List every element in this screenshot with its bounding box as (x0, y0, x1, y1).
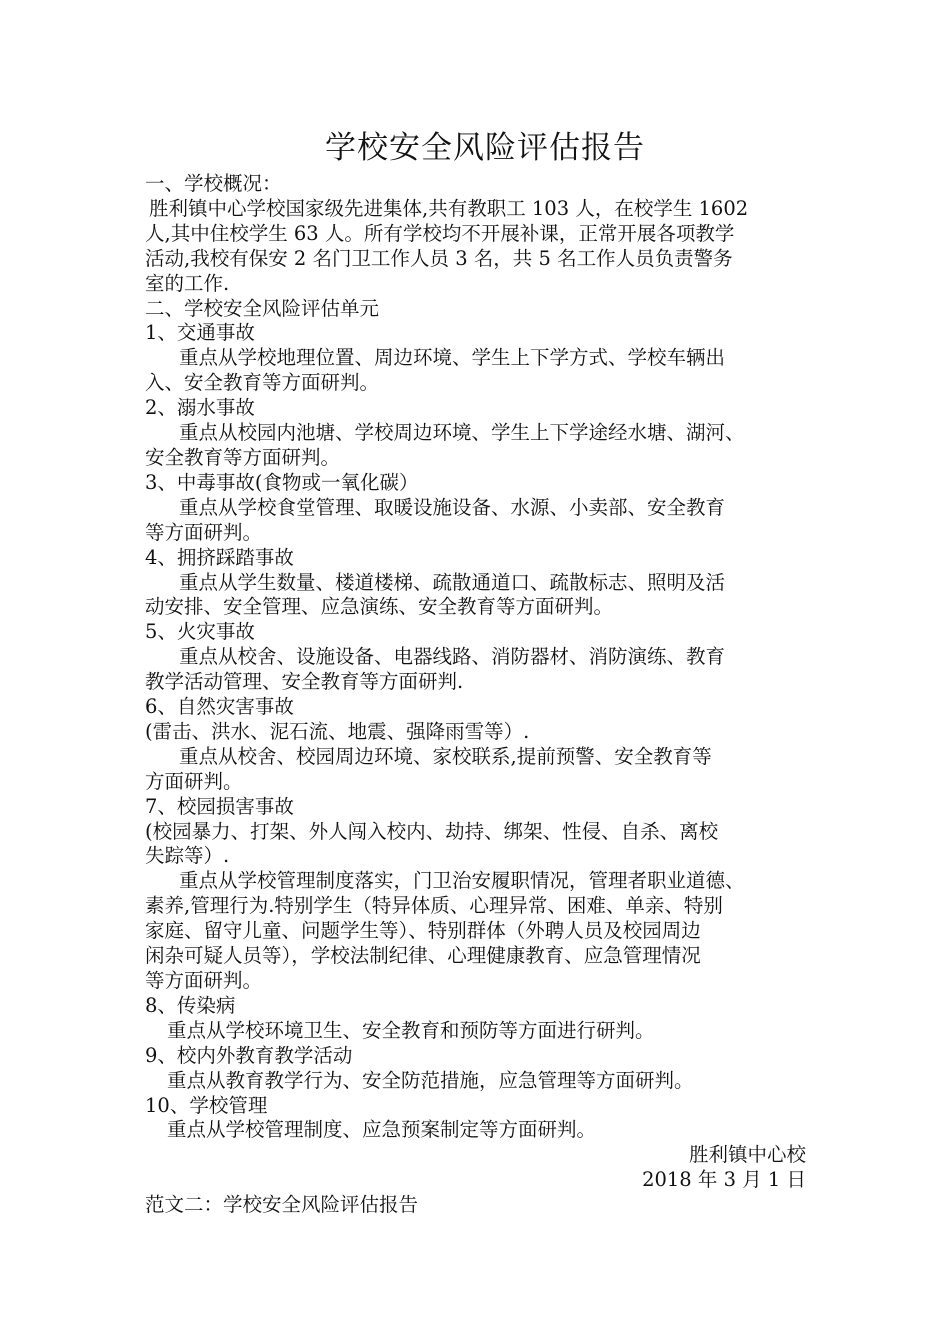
paragraph-line: 重点从学校地理位置、周边环境、学生上下学方式、学校车辆出 (179, 346, 726, 370)
item-heading: 2、溺水事故 (145, 396, 255, 420)
section-heading-overview: 一、学校概况： (145, 172, 282, 195)
paragraph-line: 闲杂可疑人员等），学校法制纪律、心理健康教育、应急管理情况 (145, 944, 701, 968)
next-article-heading: 范文二：学校安全风险评估报告 (145, 1193, 419, 1217)
section-heading-units: 二、学校安全风险评估单元 (145, 296, 380, 320)
paragraph-line: 安全教育等方面研判。 (145, 445, 341, 469)
item-heading: 8、传染病 (145, 993, 236, 1017)
item-heading: 6、自然灾害事故 (145, 695, 294, 719)
paragraph-line: 重点从教育教学行为、安全防范措施，应急管理等方面研判。 (167, 1068, 694, 1092)
item-heading: 5、火灾事故 (145, 620, 255, 644)
paragraph-line: 素养,管理行为.特别学生（特异体质、心理异常、困难、单亲、特别 (145, 894, 723, 918)
paragraph-line: 入、安全教育等方面研判。 (145, 371, 380, 395)
paragraph-line: 人,其中住校学生 63 人。所有学校均不开展补课，正常开展各项教学 (145, 221, 735, 245)
paragraph-line: 等方面研判。 (145, 969, 263, 992)
paragraph-line: 重点从学校管理制度、应急预案制定等方面研判。 (167, 1118, 597, 1142)
document-page (145, 128, 825, 1218)
item-heading: 7、校园损害事故 (145, 794, 294, 818)
paragraph-line: 室的工作. (145, 271, 230, 295)
paragraph-line: (校园暴力、打架、外人闯入校内、劫持、绑架、性侵、自杀、离校 (145, 819, 719, 843)
item-heading: 3、中毒事故(食物或一氧化碳） (145, 470, 419, 494)
item-heading: 1、交通事故 (145, 321, 255, 345)
paragraph-line: 失踪等）. (145, 844, 230, 868)
item-heading: 9、校内外教育教学活动 (145, 1043, 353, 1067)
paragraph-line: 重点从学校环境卫生、安全教育和预防等方面进行研判。 (167, 1018, 655, 1042)
paragraph-line: 胜利镇中心学校国家级先进集体,共有教职工 103 人，在校学生 1602 (149, 196, 749, 220)
item-heading: 4、拥挤踩踏事故 (145, 545, 294, 569)
paragraph-line: 重点从校舍、设施设备、电器线路、消防器材、消防演练、教育 (179, 645, 726, 669)
item-heading: 10、学校管理 (145, 1093, 268, 1117)
paragraph-line: 活动,我校有保安 2 名门卫工作人员 3 名，共 5 名工作人员负责警务 (145, 246, 733, 270)
paragraph-line: 等方面研判。 (145, 520, 263, 544)
paragraph-line: 家庭、留守儿童、问题学生等）、特别群体（外聘人员及校园周边 (145, 919, 701, 943)
paragraph-line: 重点从校舍、校园周边环境、家校联系,提前预警、安全教育等 (179, 744, 712, 768)
paragraph-line: 动安排、安全管理、应急演练、安全教育等方面研判。 (145, 595, 614, 619)
paragraph-line: (雷击、洪水、泥石流、地震、强降雨雪等）. (145, 719, 530, 743)
signature-organization: 胜利镇中心校 (688, 1143, 806, 1167)
document-title: 学校安全风险评估报告 (325, 130, 645, 166)
paragraph-line: 重点从学校食堂管理、取暖设施设备、水源、小卖部、安全教育 (179, 495, 726, 519)
paragraph-line: 重点从学校管理制度落实，门卫治安履职情况，管理者职业道德、 (179, 869, 745, 893)
paragraph-line: 教学活动管理、安全教育等方面研判. (145, 670, 464, 694)
paragraph-line: 重点从校园内池塘、学校周边环境、学生上下学途经水塘、湖河、 (179, 421, 745, 445)
signature-date: 2018 年 3 月 1 日 (642, 1168, 806, 1192)
paragraph-line: 重点从学生数量、楼道楼梯、疏散通道口、疏散标志、照明及活 (179, 570, 726, 594)
paragraph-line: 方面研判。 (145, 769, 243, 793)
